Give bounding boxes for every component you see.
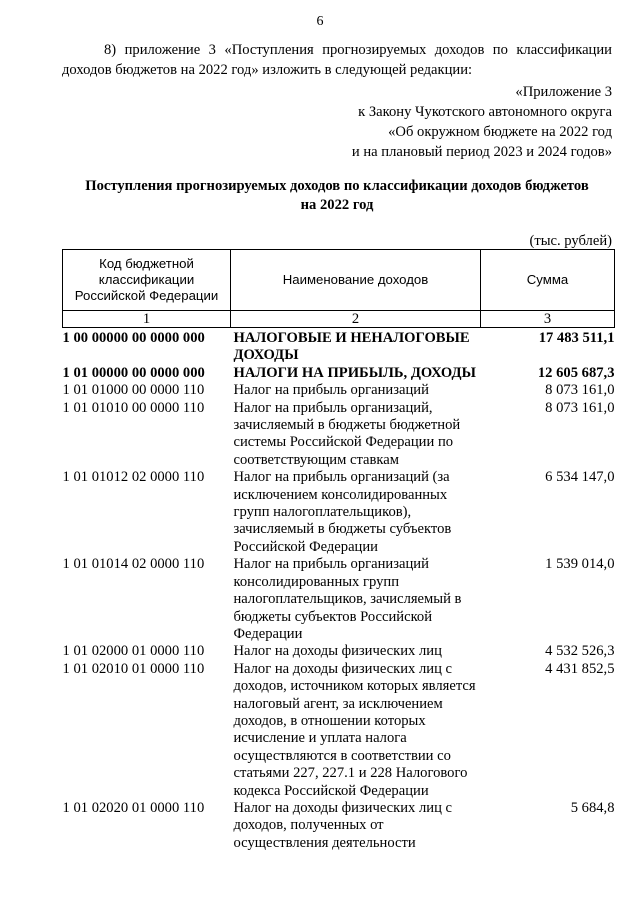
units-label: (тыс. рублей) — [529, 233, 612, 249]
row-name: Налог на доходы физических лиц с доходов, полученных от осуществления деятельности — [233, 799, 453, 851]
row-code: 1 01 02010 01 0000 110 — [62, 660, 205, 677]
row-code: 1 00 00000 00 0000 000 — [62, 330, 205, 346]
table-row — [63, 382, 615, 399]
row-amount: 1 539 014,0 — [545, 556, 615, 573]
page-number: 6 — [316, 14, 324, 29]
appendix-line: «Приложение 3 — [515, 84, 612, 100]
revenue-table — [62, 249, 615, 852]
table-row — [63, 400, 615, 470]
row-name: НАЛОГИ НА ПРИБЫЛЬ, ДОХОДЫ — [233, 364, 476, 381]
row-amount: 4 532 526,3 — [545, 643, 615, 660]
title-line: Поступления прогнозируемых доходов по классификации доходов бюджетов — [85, 178, 589, 194]
row-name: Налог на прибыль организаций консолидированных групп налогоплательщиков, зачисляемый в бюджеты субъектов Российской Федерации — [233, 556, 462, 642]
table-header-row — [63, 250, 615, 311]
row-name: Налог на прибыль организаций, зачисляемый в бюджеты бюджетной системы Российской Федерации по соответствующим ставкам — [233, 399, 461, 468]
row-amount: 8 073 161,0 — [545, 382, 615, 399]
column-number: 2 — [231, 311, 481, 328]
column-number: 3 — [481, 311, 615, 328]
column-number: 1 — [63, 311, 231, 328]
row-name: Налог на прибыль организаций — [233, 382, 429, 399]
table-row — [63, 800, 615, 852]
table-row — [63, 661, 615, 800]
row-code: 1 01 02000 01 0000 110 — [62, 643, 205, 660]
row-code: 1 01 01014 02 0000 110 — [62, 556, 205, 573]
row-name: НАЛОГОВЫЕ И НЕНАЛОГОВЫЕ ДОХОДЫ — [233, 330, 470, 364]
table-row — [63, 556, 615, 643]
row-amount: 5 684,8 — [570, 799, 615, 816]
table-row — [63, 365, 615, 382]
row-code: 1 01 01000 00 0000 110 — [62, 382, 205, 399]
table-row — [63, 328, 615, 365]
appendix-line: к Закону Чукотского автономного округа — [358, 104, 612, 120]
row-amount: 8 073 161,0 — [545, 399, 615, 416]
header-amount: Сумма — [481, 250, 615, 311]
intro-paragraph: 8) приложение 3 «Поступления прогнозируемых доходов по классификации доходов бюджетов на 2022 год» изложить в следующей редакции: — [62, 42, 612, 78]
row-name: Налог на доходы физических лиц с доходов, источником которых является налоговый агент, за исключением доходов, в отношении которых исчисление и уплата налога осуществляются в соответствии со статьями 227, 227.1 и 228 Налогового кодекса Российской Федерации — [233, 660, 476, 799]
row-amount: 12 605 687,3 — [537, 364, 615, 381]
row-code: 1 01 01012 02 0000 110 — [62, 469, 205, 486]
row-code: 1 01 00000 00 0000 000 — [62, 364, 205, 381]
column-number-row — [63, 311, 615, 328]
row-amount: 4 431 852,5 — [545, 660, 615, 677]
row-amount: 6 534 147,0 — [545, 469, 615, 486]
appendix-heading — [212, 82, 612, 162]
table-row — [63, 469, 615, 556]
header-name: Наименование доходов — [231, 250, 481, 311]
row-name: Налог на доходы физических лиц — [233, 643, 442, 660]
row-amount: 17 483 511,1 — [538, 330, 615, 346]
appendix-line: и на плановый период 2023 и 2024 годов» — [351, 144, 612, 160]
row-name: Налог на прибыль организаций (за исключением консолидированных групп налогоплательщиков), зачисляемый в бюджеты субъектов Российской Федерации — [233, 469, 452, 555]
document-title — [62, 177, 612, 215]
header-code: Код бюджетной классификации Российской Федерации — [63, 250, 231, 311]
appendix-line: «Об окружном бюджете на 2022 год — [388, 124, 612, 140]
table-row — [63, 643, 615, 660]
title-line: на 2022 год — [300, 197, 374, 213]
row-code: 1 01 01010 00 0000 110 — [62, 399, 205, 416]
row-code: 1 01 02020 01 0000 110 — [62, 799, 205, 816]
